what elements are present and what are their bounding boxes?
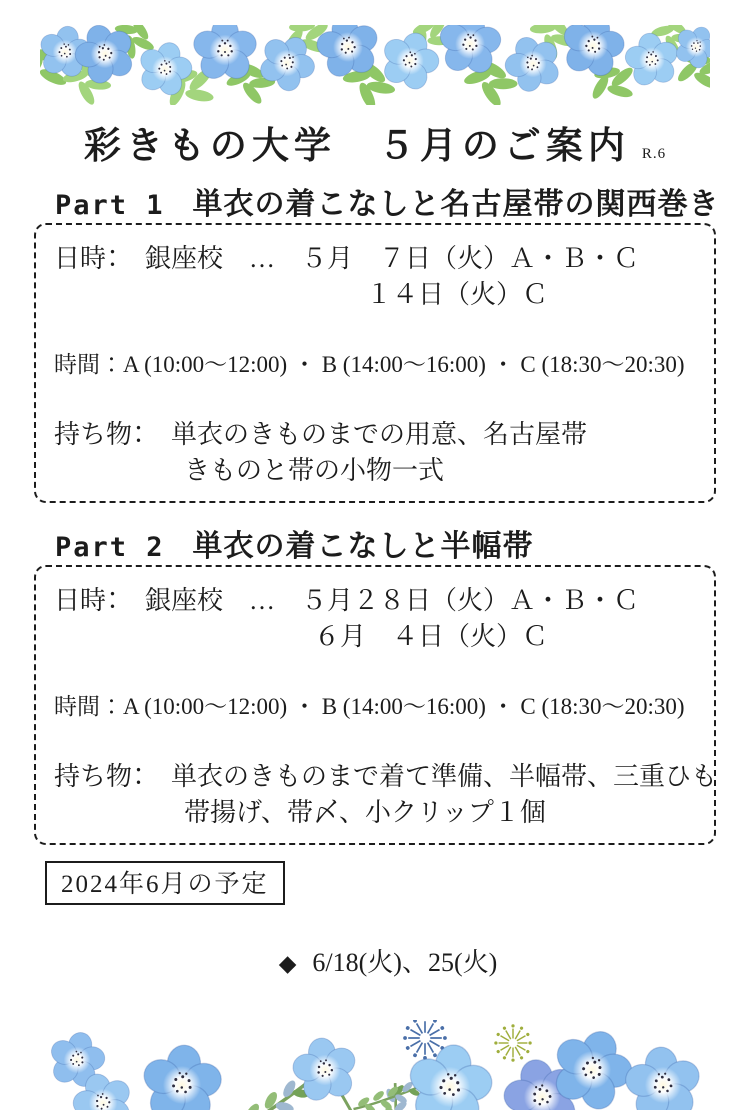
part2-title: 単衣の着こなしと半幅帯	[192, 529, 534, 564]
era-note: R.6	[641, 146, 667, 162]
spacer	[54, 383, 708, 417]
june-dates-text: 6/18(火)、25(火)	[312, 948, 498, 977]
part1-belongings-line-2: きものと帯の小物一式	[54, 456, 445, 485]
part2-section	[0, 521, 750, 845]
part2-schedule-line-2: ６月 ４日（火）Ｃ	[54, 622, 549, 651]
part1-details-box	[34, 223, 716, 503]
part2-schedule-line-1: 日時： 銀座校 … ５月２８日（火）Ａ・Ｂ・Ｃ	[54, 586, 640, 615]
part2-belongings-line-1: 持ち物： 単衣のきものまで着て準備、半幅帯、三重ひも	[54, 762, 718, 791]
title-row	[0, 115, 750, 165]
part1-title: 単衣の着こなしと名古屋帯の関西巻き	[192, 187, 720, 222]
part1-section	[0, 179, 750, 503]
flower-icons	[40, 25, 710, 104]
page-title: 彩きもの大学 ５月のご案内	[83, 126, 630, 167]
part1-time-line: 時間：A (10:00～12:00) ・ B (14:00～16:00) ・ C (18:30～20:30)	[54, 352, 685, 377]
spacer	[54, 655, 708, 689]
part2-time-line: 時間：A (10:00～12:00) ・ B (14:00～16:00) ・ C (18:30～20:30)	[54, 694, 685, 719]
part2-heading	[55, 521, 750, 564]
part1-schedule-line-1: 日時： 銀座校 … ５月 ７日（火）Ａ・Ｂ・Ｃ	[54, 244, 640, 273]
part2-label: Part 2	[55, 532, 165, 563]
bottom-flower-scatter	[0, 1020, 750, 1110]
top-flower-garland	[40, 25, 710, 105]
part2-belongings-line-2: 帯揚げ、帯〆、小クリップ１個	[54, 798, 546, 827]
june-schedule-label-box: 2024年6月の予定	[45, 861, 285, 905]
spacer	[54, 313, 708, 347]
spacer	[54, 725, 708, 759]
part1-schedule-line-2: １４日（火）Ｃ	[54, 280, 549, 309]
june-dates-line	[0, 915, 750, 1012]
part2-details-box	[34, 565, 716, 845]
part1-belongings-line-1: 持ち物： 単衣のきものまでの用意、名古屋帯	[54, 420, 588, 449]
diamond-icon: ◆	[278, 951, 297, 976]
part1-label: Part 1	[55, 190, 165, 221]
part1-heading	[55, 179, 750, 222]
